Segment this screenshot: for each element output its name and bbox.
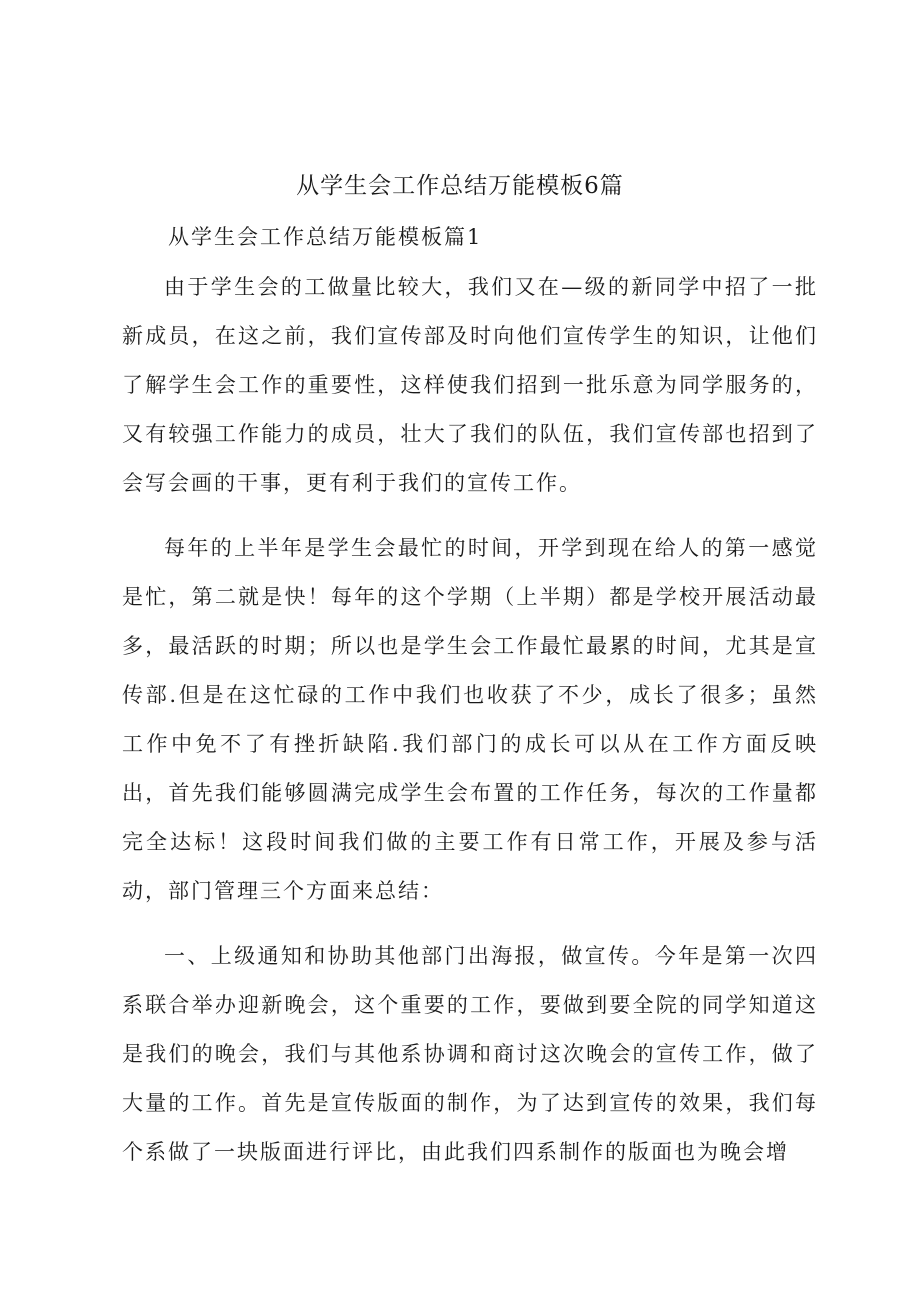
document-title: 从学生会工作总结万能模板6篇	[296, 173, 624, 199]
paragraph-1: 由于学生会的工做量比较大，我们又在—级的新同学中招了一批新成员，在这之前，我们宣传部及时向他们宣传学生的知识，让他们了解学生会工作的重要性，这样使我们招到一批乐意为同学服务的，又有较强工作能力的成员，壮大了我们的队伍，我们宣传部也招到了会写会画的干事，更有利于我们的宣传工作。	[122, 275, 818, 495]
body-text	[122, 263, 818, 1193]
paragraph-3: 一、上级通知和协助其他部门出海报，做宣传。今年是第一次四系联合举办迎新晚会，这个重要的工作，要做到要全院的同学知道这是我们的晚会，我们与其他系协调和商讨这次晚会的宣传工作，做了大量的工作。首先是宣传版面的制作，为了达到宣传的效果，我们每个系做了一块版面进行评比，由此我们四系制作的版面也为晚会增	[122, 944, 818, 1164]
section-heading: 从学生会工作总结万能模板篇1	[168, 225, 483, 249]
paragraph-2: 每年的上半年是学生会最忙的时间，开学到现在给人的第一感觉是忙，第二就是快！每年的这个学期（上半期）都是学校开展活动最多，最活跃的时期；所以也是学生会工作最忙最累的时间，尤其是宣传部.但是在这忙碌的工作中我们也收获了不少，成长了很多；虽然工作中免不了有挫折缺陷.我们部门的成长可以从在工作方面反映出，首先我们能够圆满完成学生会布置的工作任务，每次的工作量都完全达标！这段时间我们做的主要工作有日常工作，开展及参与活动，部门管理三个方面来总结：	[122, 536, 818, 903]
